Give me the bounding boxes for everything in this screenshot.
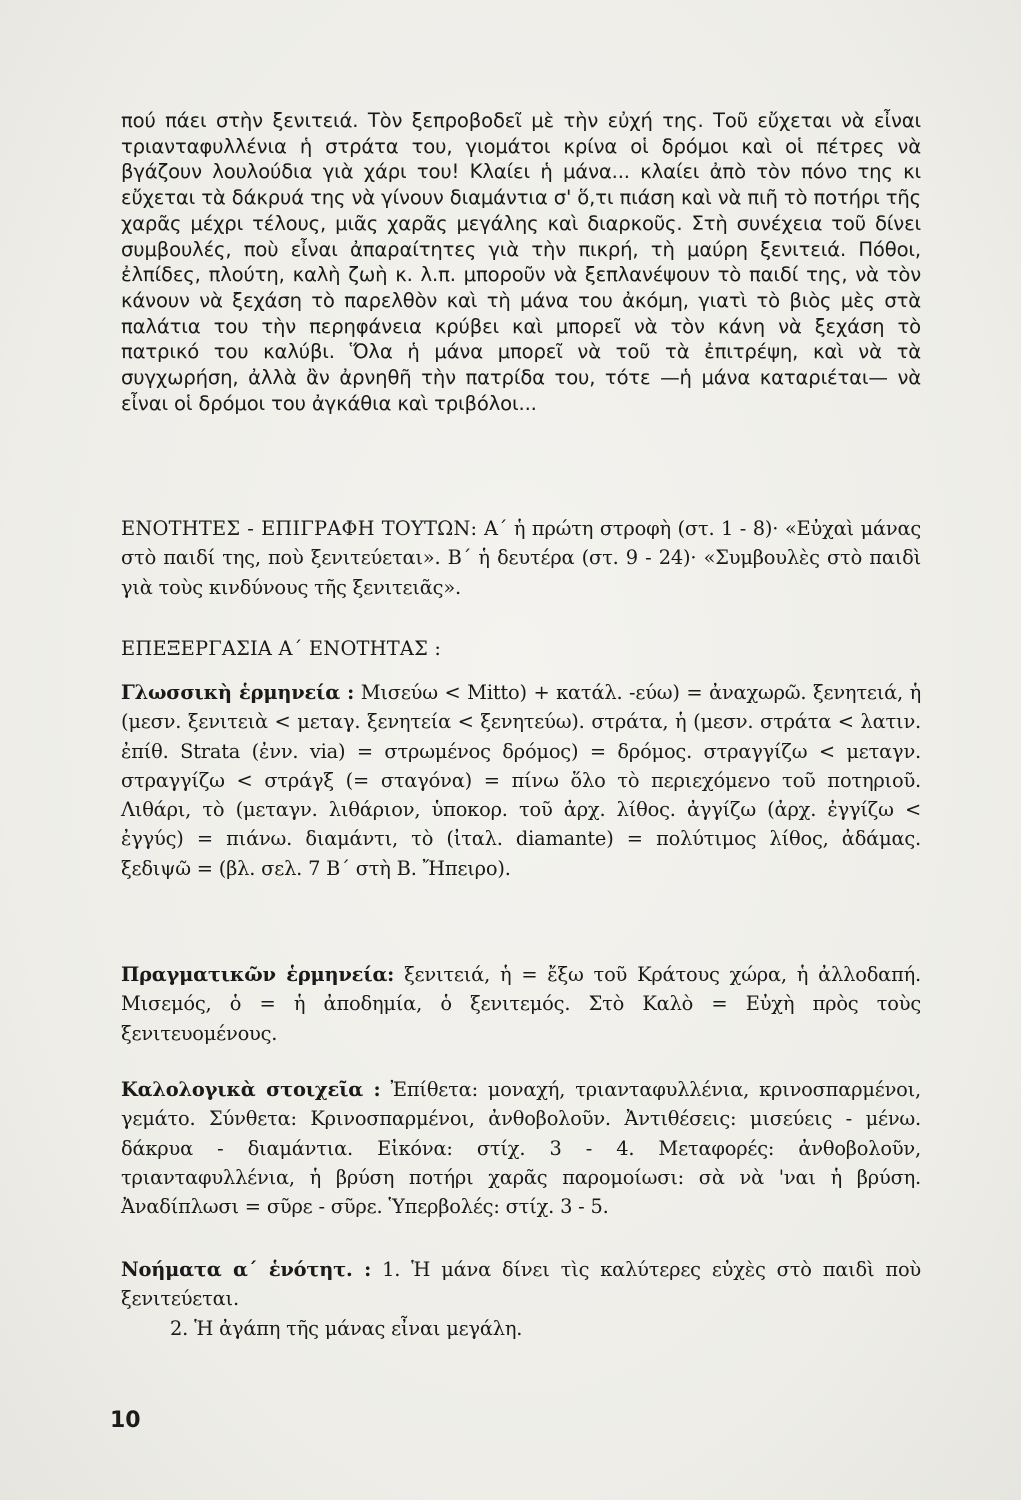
noimata-item-2: 2. Ἡ ἀγάπη τῆς μάνας εἶναι μεγάλη.: [170, 1316, 523, 1340]
page-number: 10: [110, 1408, 141, 1433]
sections-body: Α΄ ἡ πρώτη στροφὴ (στ. 1 - 8)· «Εὐχαὶ μάνας στὸ παιδί της, ποὺ ξενιτεύεται». Β΄ ἡ δευτέρα (στ. 9 - 24)· «Συμβουλὲς στὸ παιδὶ γιὰ τοὺς κινδύνους τῆς ξενιτειᾶς».: [121, 517, 922, 599]
pragmatiki-text: [121, 960, 921, 1048]
noimata-label: Νοήματα α΄ ἑνότητ. :: [121, 1258, 372, 1281]
glossiki-label: Γλωσσικὴ ἑρμηνεία :: [121, 681, 355, 704]
pragmatiki-body: ξενιτειά, ἡ = ἔξω τοῦ Κράτους χώρα, ἡ ἀλλοδαπή. Μισεμός, ὁ = ἡ ἀποδημία, ὁ ξενιτεμός. Στὸ Καλὸ = Εὐχὴ πρὸς τοὺς ξενιτευομένους.: [121, 963, 921, 1045]
glossiki-text: [121, 678, 921, 883]
sections-text: [121, 514, 921, 602]
glossiki-body: Μισεύω < Mitto) + κατάλ. -εύω) = ἀναχωρῶ. ξενητειά, ἡ (μεσν. ξενιτειὰ < μεταγ. ξενητεία < ξενητεύω). στράτα, ἡ (μεσν. στράτα < λατιν. ἐπίθ. Strata (ἐνν. via) = στρωμένος δρόμος) = δρόμος. στραγγίζω < μεταγν. στραγγίζω < στράγξ (= σταγόνα) = πίνω ὅλο τὸ περιεχόμενο τοῦ ποτηριοῦ. Λιθάρι, τὸ (μεταγν. λιθάριον, ὑποκορ. τοῦ ἀρχ. λίθος. ἀγγίζω (ἀρχ. ἐγγίζω < ἐγγύς) = πιάνω. διαμάντι, τὸ (ἰταλ. diamante) = πολύτιμος λίθος, ἀδάμας. ξεδιψῶ = (βλ. σελ. 7 Β΄ στὴ Β. Ἤπειρο).: [121, 681, 921, 880]
kalologika-text: [121, 1075, 921, 1221]
glossiki-paragraph: [121, 678, 921, 883]
intro-text: πού πάει στὴν ξενιτειά. Τὸν ξεπροβοδεῖ μὲ τὴν εὐχή της. Τοῦ εὔχεται νὰ εἶναι τριανταφυλλένια ἡ στράτα του, γιομάτοι κρίνα οἱ δρόμοι καὶ οἱ πέτρες νὰ βγάζουν λουλούδια γιὰ χάρι του! Κλαίει ἡ μάνα... κλαίει ἀπὸ τὸν πόνο της κι εὔχεται τὰ δάκρυά της νὰ γίνουν διαμάντια σ' ὅ,τι πιάση καὶ νὰ πιῆ τὸ ποτήρι τῆς χαρᾶς μέχρι τέλους, μιᾶς χαρᾶς μεγάλης καὶ διαρκοῦς. Στὴ συνέχεια τοῦ δίνει συμβουλές, ποὺ εἶναι ἀπαραίτητες γιὰ τὴν πικρή, τὴ μαύρη ξενιτειά. Πόθοι, ἐλπίδες, πλούτη, καλὴ ζωὴ κ. λ.π. μποροῦν νὰ ξεπλανέψουν τὸ παιδί της, νὰ τὸν κάνουν νὰ ξεχάση τὸ παρελθὸν καὶ τὴ μάνα του ἀκόμη, γιατὶ τὸ βιὸς μὲς στὰ παλάτια του τὴν περηφάνεια κρύβει καὶ μπορεῖ νὰ τὸν κάνη νὰ ξεχάση τὸ πατρικό του καλύβι. Ὅλα ἡ μάνα μπορεῖ νὰ τοῦ τὰ ἐπιτρέψη, καὶ νὰ τὰ συγχωρήση, ἀλλὰ ἂν ἀρνηθῆ τὴν πατρίδα του, τότε —ἡ μάνα καταριέται— νὰ εἶναι οἱ δρόμοι του ἀγκάθια καὶ τριβόλοι...: [121, 109, 921, 415]
pragmatiki-paragraph: [121, 960, 921, 1048]
kalologika-label: Καλολογικὰ στοιχεῖα :: [121, 1078, 381, 1101]
kalologika-paragraph: [121, 1075, 921, 1221]
noimata-paragraph: [121, 1255, 921, 1343]
epexergasia-heading: ΕΠΕΞΕΡΓΑΣΙΑ Α΄ ΕΝΟΤΗΤΑΣ :: [121, 637, 442, 660]
sections-paragraph: [121, 514, 921, 602]
epexergasia-heading-block: [121, 634, 921, 663]
intro-paragraph: [121, 108, 921, 416]
sections-label: ΕΝΟΤΗΤΕΣ - ΕΠΙΓΡΑΦΗ ΤΟΥΤΩΝ:: [121, 517, 478, 540]
noimata-item-1-text: 1. Ἡ μάνα δίνει τὶς καλύτερες εὐχὲς στὸ παιδὶ ποὺ ξενιτεύεται.: [121, 1258, 922, 1311]
pragmatiki-label: Πραγματικῶν ἑρμηνεία:: [121, 963, 395, 986]
noimata-item-1: [121, 1255, 921, 1314]
kalologika-body: Ἐπίθετα: μοναχή, τριανταφυλλένια, κρινοσπαρμένοι, γεμάτο. Σύνθετα: Κρινοσπαρμένοι, ἀνθοβολοῦν. Ἀντιθέσεις: μισεύεις - μένω. δάκρυα - διαμάντια. Εἰκόνα: στίχ. 3 - 4. Μεταφορές: ἀνθοβολοῦν, τριανταφυλλένια, ἡ βρύση ποτήρι χαρᾶς παρομοίωσι: σὰ νὰ 'ναι ἡ βρύση. Ἀναδίπλωσι = σῦρε - σῦρε. Ὑπερβολές: στίχ. 3 - 5.: [121, 1078, 921, 1219]
